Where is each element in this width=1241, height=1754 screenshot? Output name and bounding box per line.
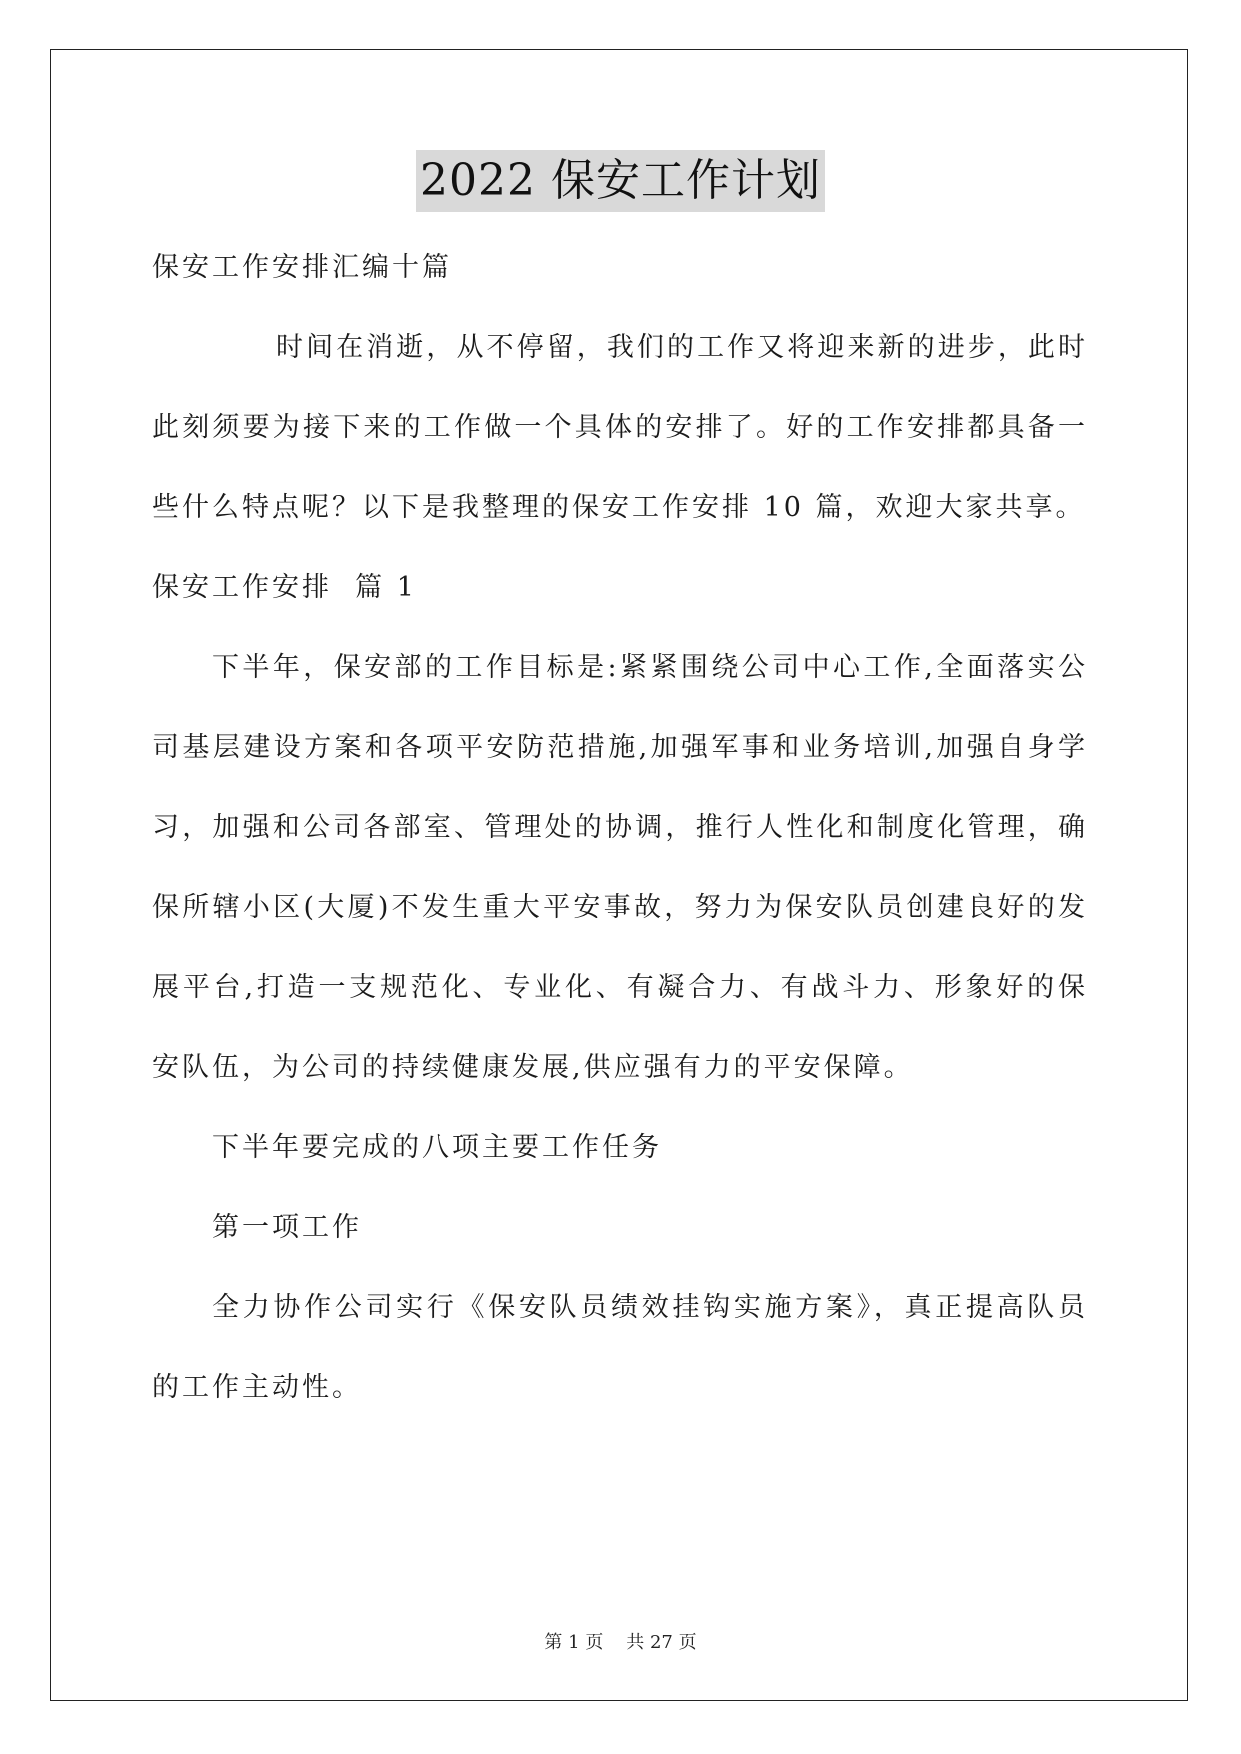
page-total: 共 27 页	[626, 1632, 697, 1653]
paragraph-goal: 下半年，保安部的工作目标是:紧紧围绕公司中心工作,全面落实公司基层建设方案和各项平安防范措施,加强军事和业务培训,加强自身学习，加强和公司各部室、管理处的协调，推行人性化和制度化管理，确保所辖小区(大厦)不发生重大平安事故，努力为保安队员创建良好的发展平台,打造一支规范化、专业化、有凝合力、有战斗力、形象好的保安队伍，为公司的持续健康发展,供应强有力的平安保障。	[152, 652, 1088, 1083]
document-body	[152, 228, 1088, 1428]
page-number: 第 1 页	[544, 1632, 604, 1653]
page-footer	[0, 1628, 1241, 1654]
paragraph-task-one-heading: 第一项工作	[212, 1212, 362, 1243]
title-wrap	[0, 150, 1241, 212]
paragraph-task-one-body: 全力协作公司实行《保安队员绩效挂钩实施方案》，真正提高队员的工作主动性。	[152, 1292, 1088, 1403]
document-title: 2022 保安工作计划	[416, 150, 825, 212]
paragraph-tasks-heading: 下半年要完成的八项主要工作任务	[212, 1132, 662, 1163]
paragraph-subtitle: 保安工作安排汇编十篇	[152, 252, 452, 283]
paragraph-section-heading: 保安工作安排 篇 1	[152, 572, 417, 603]
paragraph-intro: 时间在消逝，从不停留，我们的工作又将迎来新的进步，此时此刻须要为接下来的工作做一个具体的安排了。好的工作安排都具备一些什么特点呢？以下是我整理的保安工作安排 10 篇，欢迎大家共享。	[152, 332, 1088, 523]
